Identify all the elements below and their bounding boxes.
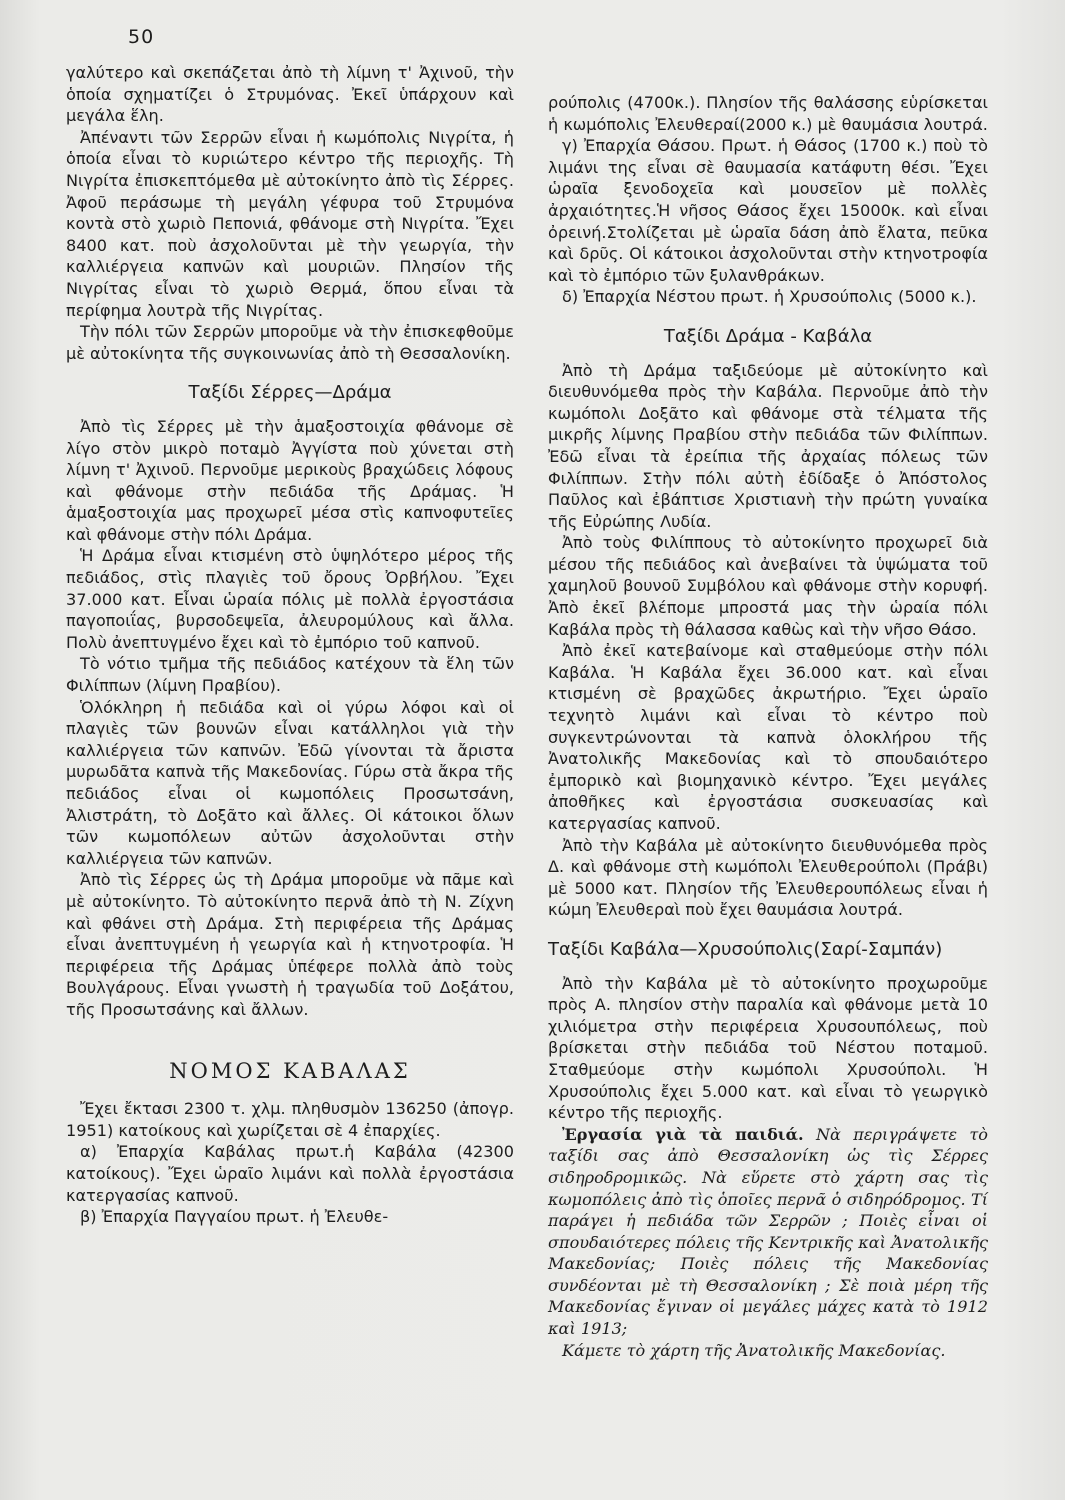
paragraph: Ἔχει ἔκτασι 2300 τ. χλμ. πληθυσμὸν 136250 (ἀπογρ. 1951) κατοίκους καὶ χωρίζεται σὲ 4 ἐπαρχίες. <box>66 1099 514 1140</box>
paragraph: Ἀπέναντι τῶν Σερρῶν εἶναι ἡ κωμόπολις Νιγρίτα, ἡ ὁποία εἶναι τὸ κυριώτερο κέντρο τῆς περιοχῆς. Τὴ Νιγρίτα ἐπισκεπτόμεθα μὲ αὐτοκίνητο ἀπὸ τὶς Σέρρες. Ἀφοῦ περάσωμε τὴ μεγάλη γέφυρα τοῦ Στρυμόνα κοντὰ στὸ χωριὸ Πεπονιά, φθάνομε στὴ Νιγρίτα. Ἔχει 8400 κατ. ποὺ ἀσχολοῦνται μὲ τὴν γεωργία, τὴν καλλιέργεια καπνῶν καὶ μουριῶν. Πλησίον τῆς Νιγρίτας εἶναι τὸ χωριὸ Θερμά, ὅπου εἶναι τὰ περίφημα λουτρὰ τῆς Νιγρίτας. <box>66 127 514 320</box>
paragraph: α) Ἐπαρχία Καβάλας πρωτ.ἡ Καβάλα (42300 κατοίκους). Ἔχει ὡραῖο λιμάνι καὶ πολλὰ ἐργοστάσια κατεργασίας καπνοῦ. <box>66 1142 514 1205</box>
paragraph: Ἀπὸ τοὺς Φιλίππους τὸ αὐτοκίνητο προχωρεῖ διὰ μέσου τῆς πεδιάδος καὶ ἀνεβαίνει τὰ ὑψώματα τοῦ χαμηλοῦ βουνοῦ Συμβόλου καὶ φθάνομε στὴν κορυφή. Ἀπὸ ἐκεῖ βλέπομε μπροστά μας τὴν ὡραία πόλι Καβάλα πρὸς τὴ θάλασσα καθὼς καὶ τὴν νῆσο Θάσο. <box>548 533 988 639</box>
paragraph: Ἡ Δράμα εἶναι κτισμένη στὸ ὑψηλότερο μέρος τῆς πεδιάδος, στὶς πλαγιὲς τοῦ ὄρους Ὀρβήλου. Ἔχει 37.000 κατ. Εἶναι ὡραία πόλις μὲ πολλὰ ἐργοστάσια παγοποιΐας, βυρσοδεψεῖα, ἀλευρομύλους καὶ ἄλλα. Πολὺ ἀνεπτυγμένο ἔχει καὶ τὸ ἐμπόριο τοῦ καπνοῦ. <box>66 546 514 652</box>
paragraph: β) Ἐπαρχία Παγγαίου πρωτ. ἡ Ἐλευθε- <box>80 1207 389 1227</box>
paragraph: Ἀπὸ ἐκεῖ κατεβαίνομε καὶ σταθμεύομε στὴν πόλι Καβάλα. Ἡ Καβάλα ἔχει 36.000 κατ. καὶ εἶναι κτισμένη σὲ βραχῶδες ἀκρωτήριο. Ἔχει ὡραῖο τεχνητὸ λιμάνι καὶ εἶναι τὸ κέντρο ποὺ συγκεντρώνονται τὰ καπνὰ ὁλοκλήρου τῆς Ἀνατολικῆς Μακεδονίας καὶ τὸ σπουδαιότερο ἐμπορικὸ καὶ βιομηχανικὸ κέντρο. Ἔχει μεγάλες ἀποθῆκες καὶ ἐργοστάσια συσκευασίας καὶ κατεργασίας καπνοῦ. <box>548 641 988 833</box>
exercise-text: Νὰ περιγράψετε τὸ ταξίδι σας ἀπὸ Θεσσαλονίκη ὡς τὶς Σέρρες σιδηροδρομικῶς. Νὰ εὕρετε στὸ χάρτη σας τὶς κωμοπόλεις ἀπὸ τὶς ὁποῖες περνᾶ ὁ σιδηρόδρομος. Τί παράγει ἡ πεδιάδα τῶν Σερρῶν ; Ποιὲς εἶναι οἱ σπουδαιότερες πόλεις τῆς Κεντρικῆς καὶ Ἀνατολικῆς Μακεδονίας; Ποιὲς πόλεις τῆς Μακεδονίας συνδέονται μὲ τὴ Θεσσαλονίκη ; Σὲ ποιὰ μέρη τῆς Μακεδονίας ἔγιναν οἱ μεγάλες μάχες κατὰ τὸ 1912 καὶ 1913; <box>548 1124 988 1339</box>
left-column <box>66 62 514 1228</box>
paragraph: γ) Ἐπαρχία Θάσου. Πρωτ. ἡ Θάσος (1700 κ.) ποὺ τὸ λιμάνι της εἶναι σὲ θαυμασία κατάφυτη θέσι. Ἔχει ὡραῖα ξενοδοχεῖα καὶ μουσεῖον μὲ πολλὲς ἀρχαιότητες.Ἡ νῆσος Θάσος ἔχει 15000κ. καὶ εἶναι ὀρεινή.Στολίζεται μὲ ὡραῖα δάση ἀπὸ ἔλατα, πεῦκα καὶ δρῦς. Οἱ κάτοικοι ἀσχολοῦνται στὴν κτηνοτροφία καὶ τὸ ἐμπόριο τῶν ξυλανθράκων. <box>548 136 988 285</box>
exercise-paragraph <box>548 1124 988 1340</box>
paragraph: Τὴν πόλι τῶν Σερρῶν μποροῦμε νὰ τὴν ἐπισκεφθοῦμε μὲ αὐτοκίνητα τῆς συγκοινωνίας ἀπὸ τὴ Θεσσαλονίκη. <box>66 322 514 363</box>
exercise-title: Ἐργασία γιὰ τὰ παιδιά. <box>562 1124 804 1144</box>
paragraph: Ἀπὸ τὶς Σέρρες μὲ τὴν ἁμαξοστοιχία φθάνομε σὲ λίγο στὸν μικρὸ ποταμὸ Ἀγγίστα ποὺ χύνεται στὴ λίμνη τ' Ἀχινοῦ. Περνοῦμε μερικοὺς βραχώδεις λόφους καὶ φθάνομε στὴν πεδιάδα τῆς Δράμας. Ἡ ἁμαξοστοιχία μας προχωρεῖ μέσα στὶς καπνοφυτεῖες καὶ φθάνομε στὴν πόλι Δράμα. <box>66 416 514 544</box>
paragraph: Ἀπὸ τὴν Καβάλα μὲ τὸ αὐτοκίνητο προχωροῦμε πρὸς Α. πλησίον στὴν παραλία καὶ φθάνομε μετὰ 10 χιλιόμετρα στὴν περιφέρεια Χρυσουπόλεως, ποὺ βρίσκεται στὴν πεδιάδα τοῦ Νέστου ποταμοῦ. Σταθμεύομε στὴν κωμόπολι Χρυσούπολι. Ἡ Χρυσούπολις ἔχει 5.000 κατ. καὶ εἶναι τὸ γεωργικὸ κέντρο τῆς περιοχῆς. <box>548 973 988 1123</box>
paragraph: γαλύτερο καὶ σκεπάζεται ἀπὸ τὴ λίμνη τ' Ἀχινοῦ, τὴν ὁποία σχηματίζει ὁ Στρυμόνας. Ἐκεῖ ὑπάρχουν καὶ μεγάλα ἕλη. <box>66 63 514 126</box>
paragraph: δ) Ἐπαρχία Νέστου πρωτ. ἡ Χρυσούπολις (5000 κ.). <box>562 287 977 307</box>
paragraph: Ἀπὸ τὴν Καβάλα μὲ αὐτοκίνητο διευθυνόμεθα πρὸς Δ. καὶ φθάνομε στὴ κωμόπολι Ἐλευθερούπολι (Πράβι) μὲ 5000 κατ. Πλησίον τῆς Ἐλευθερουπόλεως εἶναι ἡ κώμη Ἐλευθεραὶ ποὺ ἔχει θαυμάσια λουτρά. <box>548 835 988 920</box>
nomos-heading: ΝΟΜΟΣ ΚΑΒΑΛΑΣ <box>169 1058 411 1083</box>
exercise-last: Κάμετε τὸ χάρτη τῆς Ἀνατολικῆς Μακεδονίας. <box>562 1340 946 1360</box>
paragraph: Τὸ νότιο τμῆμα τῆς πεδιάδος κατέχουν τὰ ἕλη τῶν Φιλίππων (λίμνη Πραβίου). <box>66 654 514 696</box>
right-column <box>548 92 988 1361</box>
paragraph: ρούπολις (4700κ.). Πλησίον τῆς θαλάσσης εὑρίσκεται ἡ κωμόπολις Ἐλευθεραί(2000 κ.) μὲ θαυμάσια λουτρά. <box>548 93 988 134</box>
paragraph: Ἀπὸ τὴ Δράμα ταξιδεύομε μὲ αὐτοκίνητο καὶ διευθυνόμεθα πρὸς τὴν Καβάλα. Περνοῦμε ἀπὸ τὴν κωμόπολι Δοξᾶτο καὶ φθάνομε στὰ τέλματα τῆς μικρῆς λίμνης Πραβίου στὴν πεδιάδα τῶν Φιλίππων. Ἐδῶ εἶναι τὰ ἐρείπια τῆς ἀρχαίας πόλεως τῶν Φιλίππων. Στὴν πόλι αὐτὴ ἐδίδαξε ὁ Ἀπόστολος Παῦλος καὶ ἐβάπτισε Χριστιανὴ τὴν πρώτη γυναίκα τῆς Εὐρώπης Λυδία. <box>548 360 988 531</box>
paragraph: Ὁλόκληρη ἡ πεδιάδα καὶ οἱ γύρω λόφοι καὶ οἱ πλαγιὲς τῶν βουνῶν εἶναι κατάλληλοι γιὰ τὴν καλλιέργεια τῶν καπνῶν. Ἐδῶ γίνονται τὰ ἄριστα μυρωδᾶτα καπνὰ τῆς Μακεδονίας. Γύρω στὰ ἄκρα τῆς πεδιάδος εἶναι οἱ κωμοπόλεις Προσωτσάνη, Ἀλιστράτη, τὸ Δοξᾶτο καὶ ἄλλες. Οἱ κάτοικοι ὅλων τῶν κωμοπόλεων αὐτῶν ἀσχολοῦνται στὴν καλλιέργεια τῶν καπνῶν. <box>66 697 514 868</box>
section-heading-kavala-chrysoupolis: Ταξίδι Καβάλα—Χρυσούπολις(Σαρί-Σαμπάν) <box>548 938 943 960</box>
page-number: 50 <box>128 26 155 48</box>
section-heading-serres-drama: Ταξίδι Σέρρες—Δράμα <box>188 382 392 404</box>
section-heading-drama-kavala: Ταξίδι Δράμα - Καβάλα <box>663 325 873 347</box>
paragraph: Ἀπὸ τὶς Σέρρες ὡς τὴ Δράμα μποροῦμε νὰ πᾶμε καὶ μὲ αὐτοκίνητο. Τὸ αὐτοκίνητο περνᾶ ἀπὸ τὴ Ν. Ζίχνη καὶ φθάνει στὴ Δράμα. Στὴ περιφέρεια τῆς Δράμας εἶναι ἀνεπτυγμένη ἡ γεωργία καὶ ἡ κτηνοτροφία. Ἡ περιφέρεια τῆς Δράμας ὑπέφερε πολλὰ ἀπὸ τοὺς Βουλγάρους. Εἶναι γνωστὴ ἡ τραγωδία τοῦ Δοξάτου, τῆς Προσωτσάνης καὶ ἄλλων. <box>66 870 514 1019</box>
